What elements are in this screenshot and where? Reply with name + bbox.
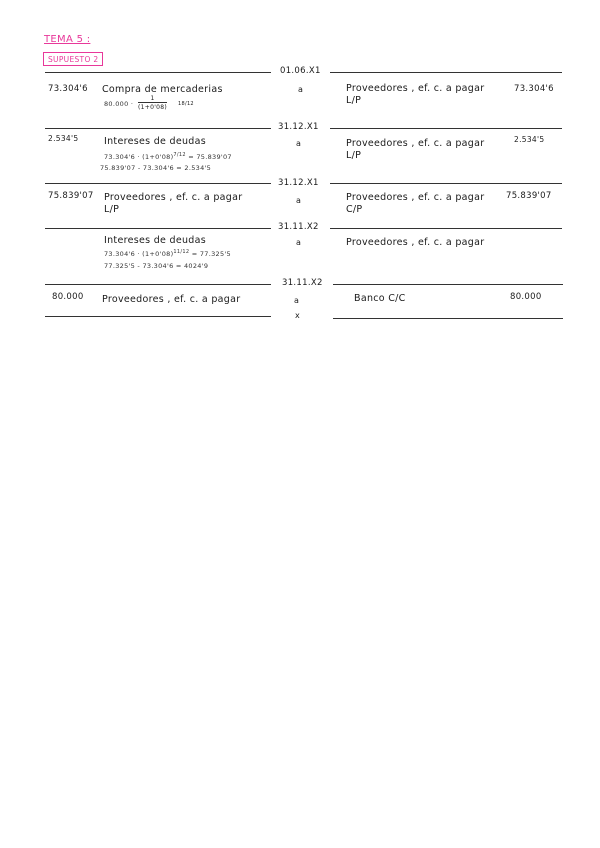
calc-exponent: 7/12 [173, 152, 186, 158]
calc-result: = 75.839'07 [188, 153, 232, 162]
debit-amount: 73.304'6 [48, 84, 88, 94]
debit-account: Proveedores , ef. c. a pagar [104, 192, 243, 203]
calc-line: 77.325'5 - 73.304'6 = 4024'9 [104, 262, 209, 270]
debit-amount: 2.534'5 [48, 134, 79, 143]
entry-divider-left [45, 284, 271, 285]
calc-fraction-numerator: 1 [150, 95, 155, 102]
entry-date: 31.11.X2 [278, 222, 319, 232]
calc-fraction [138, 95, 167, 111]
calc-line [104, 152, 232, 161]
credit-amount: 2.534'5 [514, 135, 545, 144]
closing-line-left [45, 316, 271, 317]
credit-account: Proveedores , ef. c. a pagar [346, 138, 485, 149]
exercise-badge: SUPUESTO 2 [43, 52, 103, 66]
credit-account-term: L/P [346, 150, 362, 161]
entry-date: 31.12.X1 [278, 178, 319, 188]
entry-connector: a [296, 139, 302, 148]
credit-account: Banco C/C [354, 293, 406, 304]
credit-account-term: L/P [346, 95, 362, 106]
debit-account: Intereses de deudas [104, 235, 206, 246]
entry-divider-right [330, 228, 562, 229]
credit-amount: 75.839'07 [506, 191, 552, 201]
calc-line: 75.839'07 - 73.304'6 = 2.534'5 [100, 164, 212, 172]
calc-exponent: 18/12 [178, 101, 194, 107]
debit-amount: 80.000 [52, 292, 84, 302]
entry-divider-left [45, 183, 271, 184]
credit-amount: 73.304'6 [514, 84, 554, 94]
credit-account: Proveedores , ef. c. a pagar [346, 237, 485, 248]
entry-date: 31.12.X1 [278, 122, 319, 132]
entry-connector: a [296, 196, 302, 205]
entry-divider-right [330, 72, 562, 73]
debit-account: Proveedores , ef. c. a pagar [102, 294, 241, 305]
page-title: TEMA 5 : [44, 34, 91, 45]
entry-divider-left [45, 72, 271, 73]
calc-expression: 73.304'6 · (1+0'08) [104, 250, 174, 259]
credit-account: Proveedores , ef. c. a pagar [346, 83, 485, 94]
credit-amount: 80.000 [510, 292, 542, 302]
calc-fraction-denominator: (1+0'08) [138, 104, 168, 111]
calc-prefix: 80.000 · [104, 100, 134, 108]
entry-date: 31.11.X2 [282, 278, 323, 288]
debit-amount: 75.839'07 [48, 191, 94, 201]
entry-divider-left [45, 228, 271, 229]
calc-expression: 73.304'6 · (1+0'08) [104, 153, 174, 162]
credit-account-term: C/P [346, 204, 363, 215]
entry-connector: a [296, 238, 302, 247]
entry-divider-right [333, 284, 563, 285]
calc-result: = 77.325'5 [191, 250, 231, 259]
calc-exponent: 11/12 [173, 249, 190, 255]
entry-date: 01.06.X1 [280, 66, 321, 76]
entry-connector: a [294, 296, 300, 305]
entry-divider-right [330, 183, 562, 184]
entry-connector: a [298, 85, 304, 94]
debit-account: Intereses de deudas [104, 136, 206, 147]
end-mark: x [295, 311, 301, 320]
debit-account: Compra de mercaderias [102, 84, 223, 95]
calc-line [104, 249, 231, 258]
debit-account-term: L/P [104, 204, 120, 215]
credit-account: Proveedores , ef. c. a pagar [346, 192, 485, 203]
entry-divider-left [45, 128, 271, 129]
entry-divider-right [330, 128, 562, 129]
closing-line-right [333, 318, 563, 319]
